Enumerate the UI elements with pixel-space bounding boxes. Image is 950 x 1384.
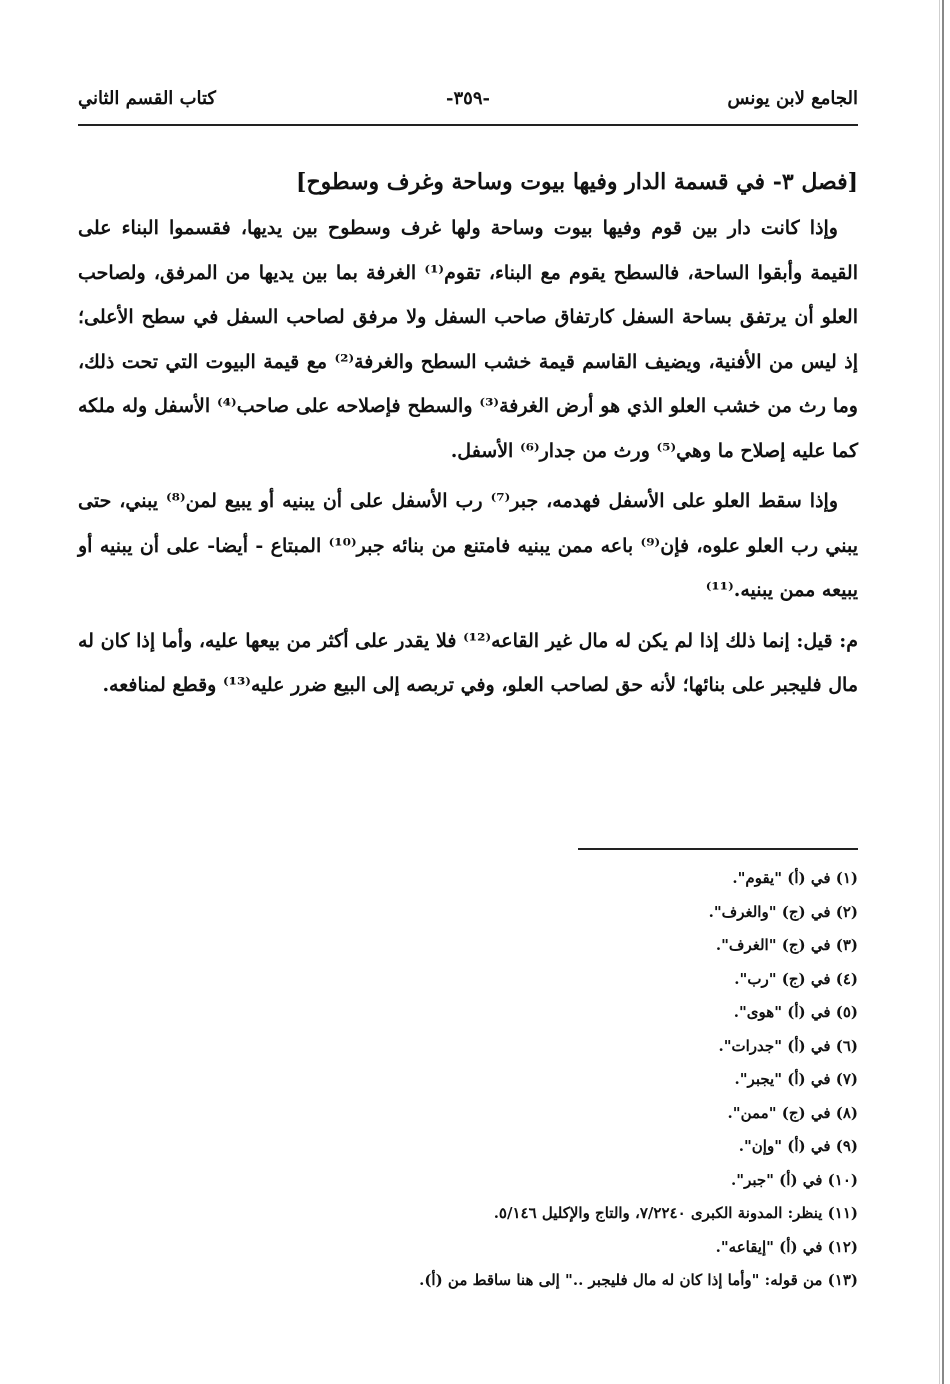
header-book-title: الجامع لابن يونس [727, 88, 858, 109]
footnotes [298, 862, 858, 1298]
footnote: (١٢) في (أ) "إيقاعه". [715, 1237, 858, 1256]
page-edge [942, 0, 944, 1384]
page-edge-shadow [939, 0, 940, 1384]
footnote: (١) في (أ) "يقوم". [732, 869, 858, 887]
footnote-rule [578, 848, 858, 850]
footnote: (٩) في (أ) "وإن". [738, 1137, 858, 1155]
footnote: (٣) في (ج) "الغرف". [715, 936, 858, 954]
header-rule [78, 124, 858, 126]
page-number: -٣٥٩- [446, 88, 490, 109]
footnote: (١١) ينظر: المدونة الكبرى ٧/٢٢٤٠، والتاج والإكليل ٥/١٤٦. [493, 1204, 858, 1222]
paragraph-3: م: قيل: إنما ذلك إذا لم يكن له مال غير القاعه⁽¹²⁾ فلا يقدر على أكثر من بيعها عليه، وأما إذا كان له مال فليجبر على بنائها؛ لأنه حق لصاحب العلو، وفي تربصه إلى البيع ضرر عليه⁽¹³⁾ وقطع لمنافعه. [78, 629, 858, 696]
footnote: (٦) في (أ) "جدرات". [718, 1036, 858, 1055]
section-heading: [فصل ٣- في قسمة الدار وفيها بيوت وساحة وغرف وسطوح] [296, 169, 858, 195]
footnote: (٤) في (ج) "رب". [734, 969, 858, 988]
paragraph-1: وإذا كانت دار بين قوم وفيها بيوت وساحة ولها غرف وسطوح بين يديها، فقسموا البناء على القيمة وأبقوا الساحة، فالسطح يقوم مع البناء، تقوم⁽¹⁾ الغرفة بما بين يديها من المرفق، ولصاحب العلو أن يرتفق بساحة السفل كارتفاق صاحب السفل ولا مرفق لصاحب السفل في سطح الأعلى؛ إذ ليس من الأفنية، ويضيف القاسم قيمة خشب السطح والغرفة⁽²⁾ مع قيمة البيوت التي تحت ذلك، وما رث من خشب العلو الذي هو أرض الغرفة⁽³⁾ والسطح فإصلاحه على صاحب⁽⁴⁾ الأسفل وله ملكه كما عليه إصلاح ما وهي⁽⁵⁾ ورث من جدار⁽⁶⁾ الأسفل. [78, 217, 858, 462]
footnote: (٥) في (أ) "هوى". [733, 1003, 858, 1021]
main-text [78, 162, 858, 708]
running-header [78, 88, 858, 118]
header-section-title: كتاب القسم الثاني [78, 88, 217, 109]
footnote: (٧) في (أ) "يجبر". [734, 1070, 858, 1088]
paragraph-2: وإذا سقط العلو على الأسفل فهدمه، جبر⁽⁷⁾ رب الأسفل على أن يبنيه أو يبيع لمن⁽⁸⁾ يبني، حتى يبني رب العلو علوه، فإن⁽⁹⁾ باعه ممن يبنيه فامتنع من بنائه جبر⁽¹⁰⁾ المبتاع - أيضا- على أن يبنيه أو يبيعه ممن يبنيه.⁽¹¹⁾ [78, 490, 859, 601]
footnote: (١٠) في (أ) "جبر". [731, 1170, 858, 1189]
footnote: (٢) في (ج) "والغرف". [708, 902, 858, 921]
footnote: (٨) في (ج) "ممن". [727, 1103, 858, 1122]
footnote: (١٣) من قوله: "وأما إذا كان له مال فليجبر .." إلى هنا ساقط من (أ). [419, 1271, 858, 1289]
